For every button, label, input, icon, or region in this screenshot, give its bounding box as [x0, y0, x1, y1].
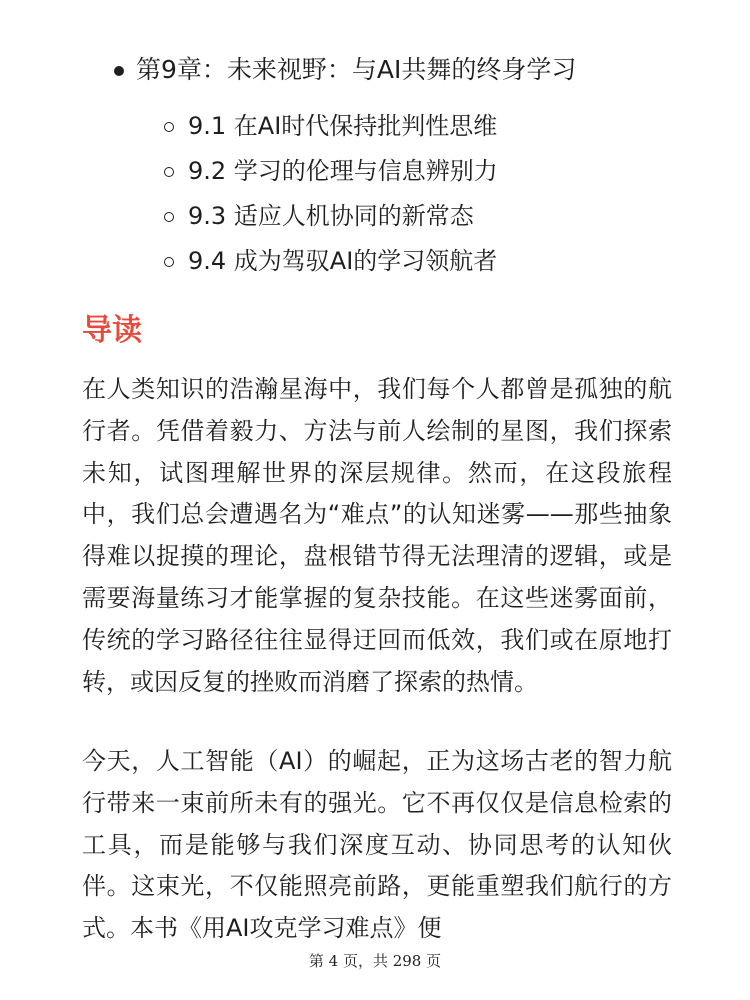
toc-section-item	[188, 153, 498, 189]
toc-chapter-item	[136, 52, 576, 88]
toc-section-title: 9.4 成为驾驭AI的学习领航者	[188, 247, 498, 275]
body-paragraph: 今天，人工智能（AI）的崛起，正为这场古老的智力航行带来一束前所未有的强光。它不再仅仅是信息检索的工具，而是能够与我们深度互动、协同思考的认知伙伴。这束光，不仅能照亮前路，更能重塑我们航行的方式。本书《用AI攻克学习难点》便	[82, 747, 672, 943]
toc-section-title: 9.1 在AI时代保持批判性思维	[188, 112, 498, 140]
section-heading: 导读	[82, 313, 142, 348]
toc-section-item	[188, 198, 474, 234]
body-paragraph: 在人类知识的浩瀚星海中，我们每个人都曾是孤独的航行者。凭借着毅力、方法与前人绘制的星图，我们探索未知，试图理解世界的深层规律。然而，在这段旅程中，我们总会遭遇名为“难点”的认知迷雾——那些抽象得难以捉摸的理论，盘根错节得无法理清的逻辑，或是需要海量练习才能掌握的复杂技能。在这些迷雾面前，传统的学习路径往往显得迂回而低效，我们或在原地打转，或因反复的挫败而消磨了探索的热情。	[82, 375, 672, 696]
toc-chapter-title: 第9章：未来视野：与AI共舞的终身学习	[136, 55, 577, 84]
toc-section-title: 9.3 适应人机协同的新常态	[188, 202, 474, 230]
bullet-circle-icon	[164, 257, 174, 267]
bullet-dot-icon	[114, 66, 124, 76]
bullet-circle-icon	[164, 167, 174, 177]
bullet-circle-icon	[164, 122, 174, 132]
toc-section-title: 9.2 学习的伦理与信息辨别力	[188, 157, 498, 185]
bullet-circle-icon	[164, 212, 174, 222]
toc-section-item	[188, 108, 497, 144]
page-number-footer: 第 4 页，共 298 页	[308, 952, 442, 970]
toc-section-item	[188, 243, 497, 279]
